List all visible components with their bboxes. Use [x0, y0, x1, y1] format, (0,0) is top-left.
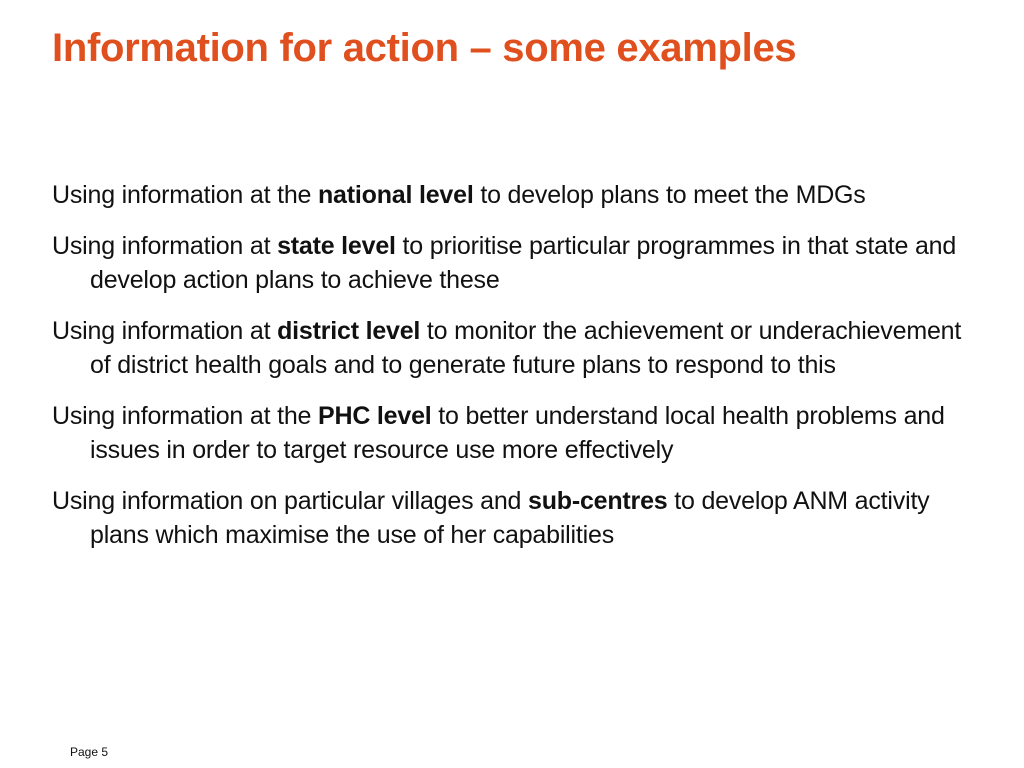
- bullet-text: to better understand local health problems and issues in order to target resource use more effectively: [90, 402, 945, 464]
- bullet-emphasis: PHC level: [317, 402, 432, 430]
- bullet-text: Using information at: [52, 317, 278, 345]
- page-number: Page 5: [70, 745, 109, 759]
- bullet-item-state: [52, 229, 982, 297]
- bullet-text: Using information at: [52, 232, 278, 260]
- bullet-text: to monitor the achievement or underachievement of district health goals and to generate future plans to respond to this: [90, 317, 962, 379]
- bullet-emphasis: national level: [317, 181, 474, 209]
- bullet-text: Using information on particular villages and: [52, 487, 528, 515]
- bullet-item-phc: [52, 399, 982, 467]
- bullet-text: to prioritise particular programmes in that state and develop action plans to achieve these: [90, 232, 957, 294]
- bullet-emphasis: district level: [277, 317, 421, 345]
- bullet-text: to develop ANM activity plans which maximise the use of her capabilities: [90, 487, 930, 549]
- slide-title: Information for action – some examples: [52, 26, 797, 70]
- bullet-item-national: [52, 178, 982, 212]
- bullet-emphasis: sub-centres: [527, 487, 668, 515]
- bullet-text: Using information at the: [52, 181, 318, 209]
- bullet-item-district: [52, 314, 982, 382]
- bullet-emphasis: state level: [277, 232, 396, 260]
- bullet-list: [52, 178, 982, 569]
- bullet-item-sub-centres: [52, 484, 982, 552]
- bullet-text: Using information at the: [52, 402, 318, 430]
- bullet-text: to develop plans to meet the MDGs: [473, 181, 866, 209]
